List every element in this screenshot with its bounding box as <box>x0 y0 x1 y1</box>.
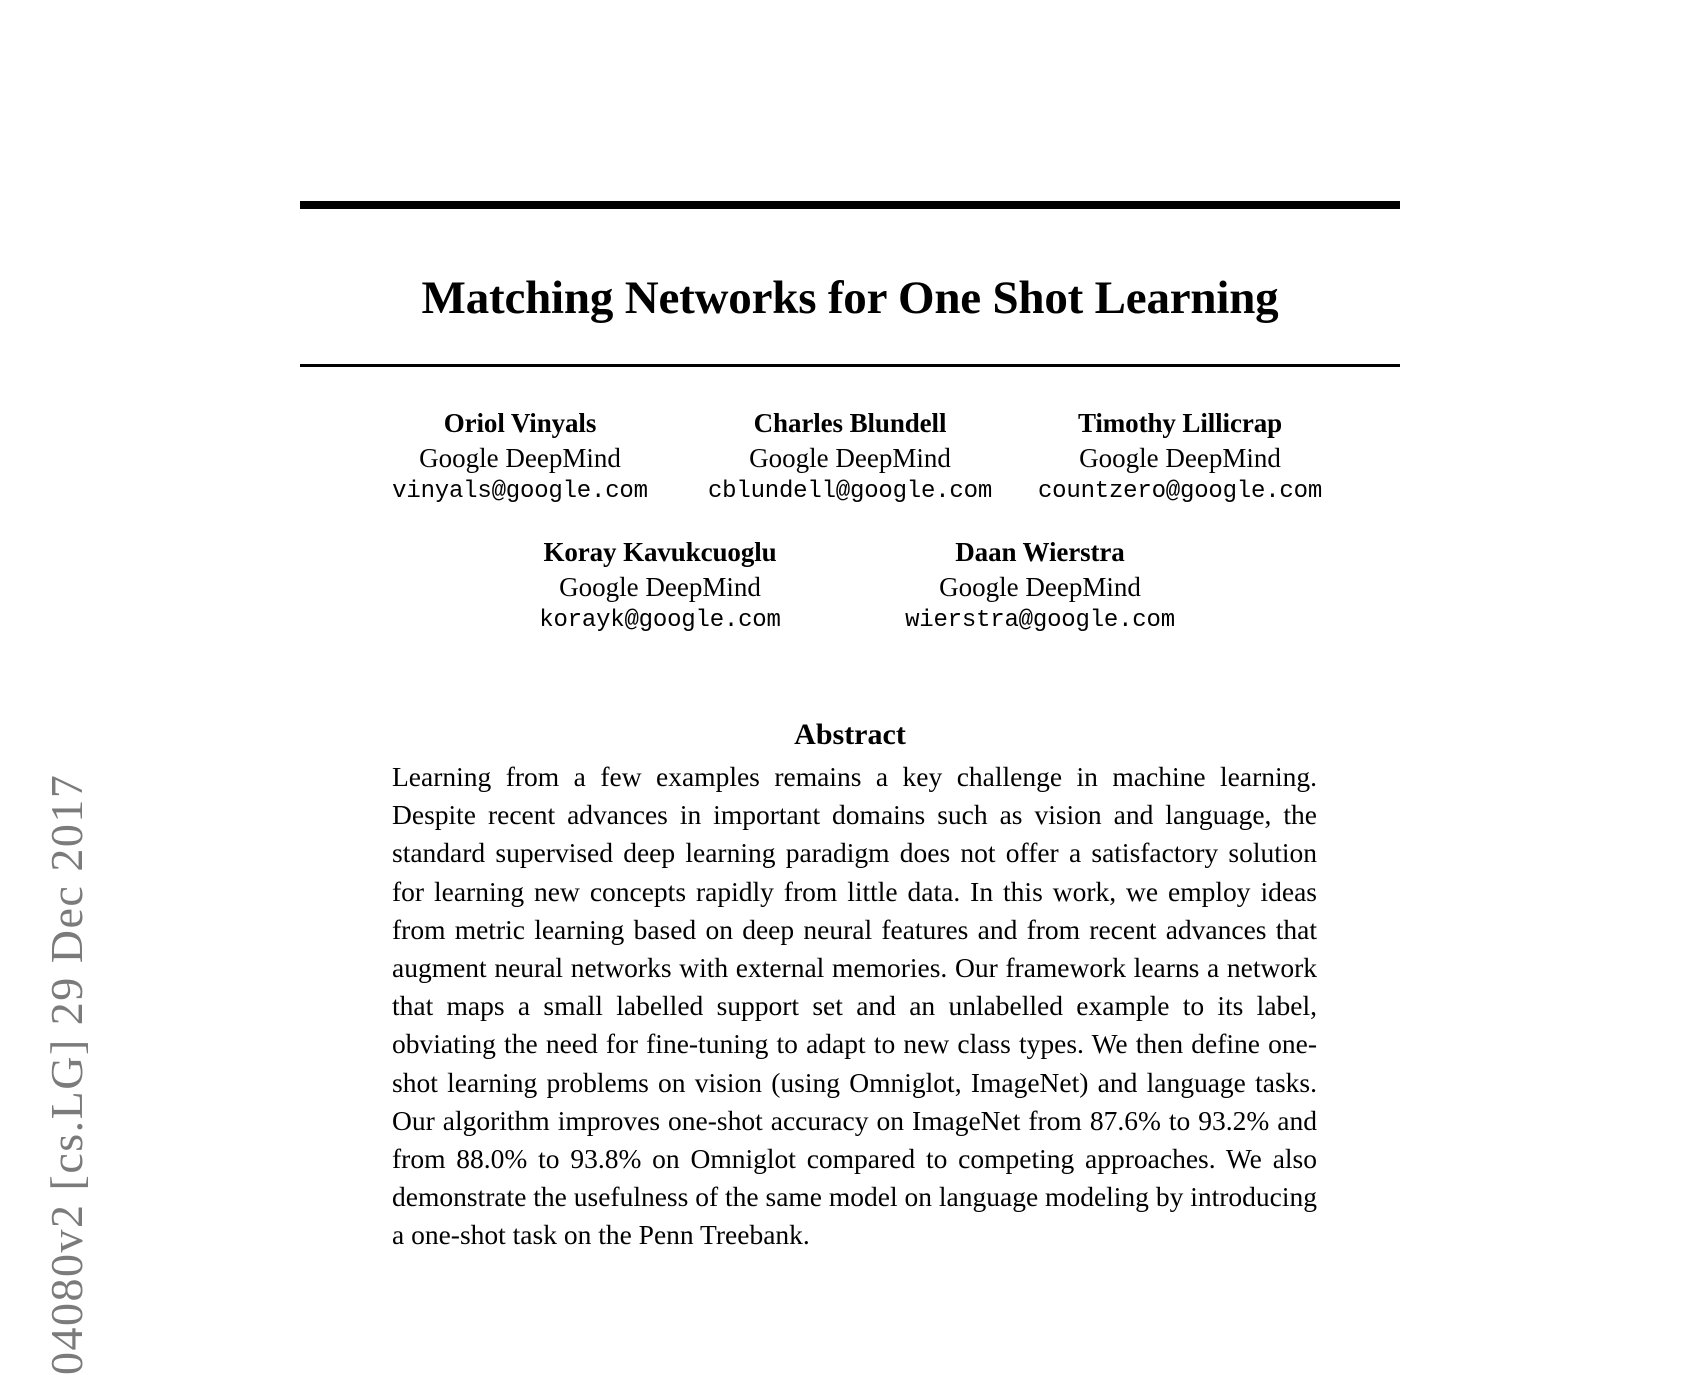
author-affiliation: Google DeepMind <box>419 442 621 473</box>
author-name: Charles Blundell <box>753 408 947 438</box>
author-email[interactable]: wierstra@google.com <box>905 607 1175 635</box>
author-row-second <box>300 535 1400 639</box>
abstract-paragraph: Learning from a few examples remains a key challenge in machine learning. Despite recent advances in important domains such as vision and language, the standard supervised deep learning paradigm does not offer a satisfactory solution for learning new concepts rapidly from little data. In this work, we employ ideas from metric learning based on deep neural features and from recent advances that augment neural networks with external memories. Our framework learns a network that maps a small labelled support set and an unlabelled example to its label, obviating the need for fine-tuning to adapt to new class types. We then define one-shot learning problems on vision (using Omniglot, ImageNet) and language tasks. Our algorithm improves one-shot accuracy on ImageNet from 87.6% to 93.2% and from 88.0% to 93.8% on Omniglot compared to competing approaches. We also demonstrate the usefulness of the same model on language modeling by introducing a one-shot task on the Penn Treebank. <box>392 761 1317 1251</box>
paper-page <box>300 0 1400 1275</box>
author-entry <box>470 535 850 639</box>
author-email[interactable]: vinyals@google.com <box>392 478 648 506</box>
abstract-heading: Abstract <box>794 717 906 751</box>
author-email[interactable]: korayk@google.com <box>539 607 781 635</box>
title-rule-top <box>300 201 1400 209</box>
author-name: Koray Kavukcuoglu <box>543 537 777 567</box>
author-email[interactable]: countzero@google.com <box>1037 478 1323 506</box>
author-name: Daan Wierstra <box>955 537 1125 567</box>
author-affiliation: Google DeepMind <box>939 571 1141 602</box>
author-name: Oriol Vinyals <box>443 408 597 438</box>
author-affiliation: Google DeepMind <box>749 442 951 473</box>
author-entry <box>850 535 1230 639</box>
author-affiliation: Google DeepMind <box>559 571 761 602</box>
author-row-first <box>300 406 1400 510</box>
arxiv-identifier-stamp: 04080v2 [cs.LG] 29 Dec 2017 <box>41 773 92 1375</box>
author-entry <box>355 406 685 510</box>
author-entry <box>685 406 1015 510</box>
abstract-body <box>392 758 1317 1255</box>
author-email[interactable]: cblundell@google.com <box>707 478 993 506</box>
author-entry <box>1015 406 1345 510</box>
title-rule-bottom <box>300 364 1400 367</box>
author-affiliation: Google DeepMind <box>1079 442 1281 473</box>
page-title: Matching Networks for One Shot Learning <box>421 272 1279 325</box>
author-name: Timothy Lillicrap <box>1077 408 1283 438</box>
